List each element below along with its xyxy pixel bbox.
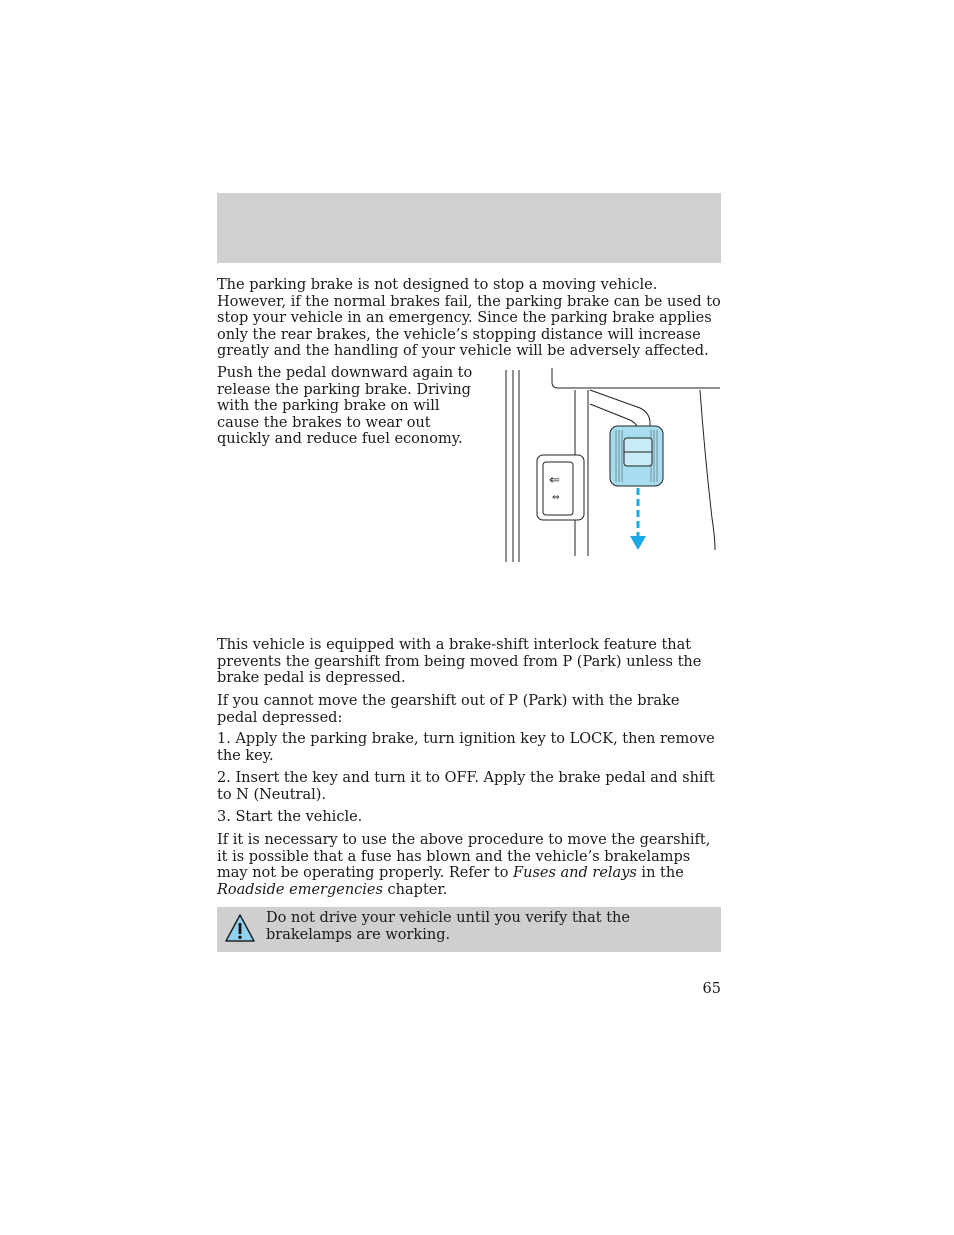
- fuse-text-end: chapter.: [382, 881, 448, 898]
- paragraph-release-parking-brake: Push the pedal downward again to release the parking brake. Driving with the parking brake on will cause the brakes to wear out quickly and reduce fuel economy.: [217, 365, 473, 447]
- paragraph-cannot-move-gearshift: If you cannot move the gearshift out of P (Park) with the brake pedal depressed:: [217, 693, 680, 726]
- warning-text: Do not drive your vehicle until you verify that the brakelamps are working.: [266, 910, 630, 943]
- svg-text:⇔: ⇔: [552, 493, 560, 503]
- fuse-text-start: If it is necessary to use the above procedure to move the gearshift, it is possible that a fuse has blown and the vehicle’s brakelamps may not be operating properly. Refer to: [217, 832, 711, 881]
- release-handle: [537, 455, 584, 520]
- section-header-band: [217, 193, 721, 263]
- down-arrow-icon: [630, 488, 646, 550]
- step-3: 3. Start the vehicle.: [217, 809, 363, 825]
- page-number: 65: [702, 981, 721, 997]
- svg-text:⇐: ⇐: [549, 473, 560, 488]
- brake-pedal: [610, 426, 663, 486]
- step-1: 1. Apply the parking brake, turn ignition key to LOCK, then remove the key.: [217, 731, 715, 764]
- warning-box: [217, 907, 721, 952]
- step-2: 2. Insert the key and turn it to OFF. Apply the brake pedal and shift to N (Neutral).: [217, 770, 715, 803]
- paragraph-parking-brake-warning: The parking brake is not designed to stop a moving vehicle. However, if the normal brakes fail, the parking brake can be used to stop your vehicle in an emergency. Since the parking brake applies only the rear brakes, the vehicle’s stopping distance will increase greatly and the handling of your vehicle will be adversely affected.: [217, 277, 721, 359]
- fuses-relays-reference: Fuses and relays: [513, 865, 637, 881]
- roadside-emergencies-reference: Roadside emergencies: [217, 881, 383, 898]
- parking-brake-pedal-illustration: [500, 368, 722, 564]
- warning-triangle-icon: [225, 913, 255, 943]
- paragraph-fuse-blown: [217, 832, 721, 898]
- fuse-text-mid: in the: [636, 865, 684, 881]
- paragraph-brake-shift-interlock: This vehicle is equipped with a brake-shift interlock feature that prevents the gearshift from being moved from P (Park) unless the brake pedal is depressed.: [217, 637, 702, 686]
